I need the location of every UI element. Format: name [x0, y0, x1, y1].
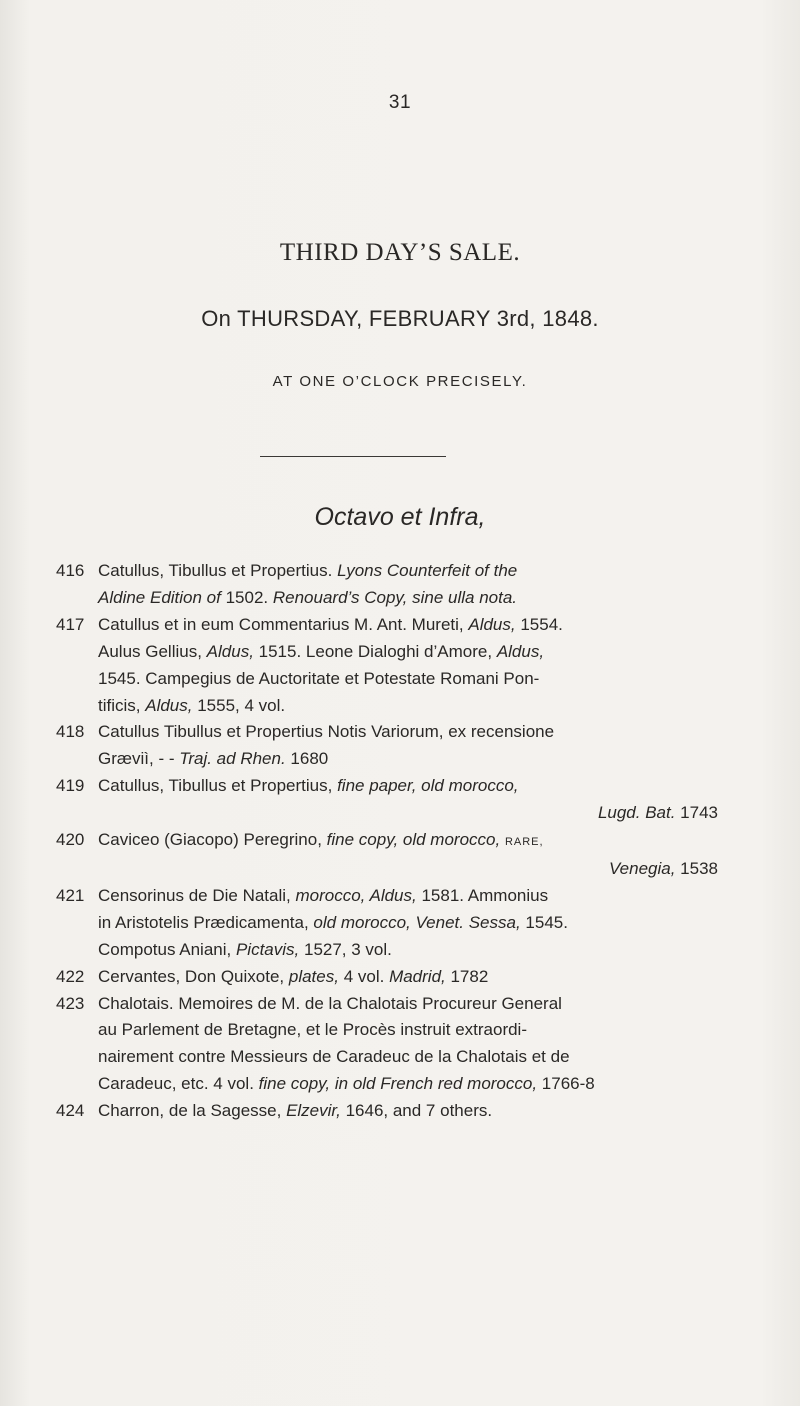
lot-description — [98, 719, 718, 773]
lot-line: nairement contre Messieurs de Caradeuc de la Chalotais et de — [98, 1047, 570, 1067]
lot-line: Censorinus de Die Natali, morocco, Aldus, 1581. Ammonius — [98, 885, 549, 905]
lot-line: Charron, de la Sagesse, Elzevir, 1646, and 7 others. — [98, 1101, 493, 1121]
lot-entry — [0, 719, 800, 773]
lot-number: 418 — [56, 722, 85, 742]
lot-line: au Parlement de Bretagne, et le Procès instruit extraordi- — [98, 1020, 527, 1040]
lot-description — [98, 883, 718, 964]
sale-title: THIRD DAY’S SALE. — [279, 239, 521, 266]
lot-line: Aldine Edition of 1502. Renouard’s Copy, sine ulla nota. — [98, 587, 518, 607]
lot-line: Aulus Gellius, Aldus, 1515. Leone Dialoghi d’Amore, Aldus, — [98, 641, 545, 661]
lot-number: 423 — [56, 993, 85, 1013]
lot-line: Catullus, Tibullus et Propertius, fine paper, old morocco, — [98, 776, 519, 796]
lot-description — [98, 964, 718, 991]
lot-entry — [0, 991, 800, 1099]
sale-time: AT ONE O’CLOCK PRECISELY. — [272, 373, 528, 390]
lot-line: Catullus, Tibullus et Propertius. Lyons Counterfeit of the — [98, 561, 518, 580]
lot-entry — [0, 1098, 800, 1125]
lot-line: 1545. Campegius de Auctoritate et Potestate Romani Pon- — [98, 668, 540, 688]
lot-entry — [0, 883, 800, 964]
lot-line: Catullus et in eum Commentarius M. Ant. Mureti, Aldus, 1554. — [98, 614, 563, 634]
lot-entry — [0, 558, 800, 612]
lot-line: Cervantes, Don Quixote, plates, 4 vol. Madrid, 1782 — [98, 966, 489, 986]
lot-description — [98, 612, 718, 720]
sale-date: On THURSDAY, FEBRUARY 3rd, 1848. — [201, 306, 599, 331]
lot-description — [98, 558, 718, 612]
lot-description — [98, 1098, 718, 1125]
lot-number: 416 — [56, 561, 85, 580]
lot-description — [98, 827, 718, 883]
lot-number: 419 — [56, 776, 85, 796]
lot-entry — [0, 612, 800, 720]
section-heading: Octavo et Infra, — [314, 503, 486, 531]
page-number: 31 — [388, 92, 412, 113]
lot-number: 421 — [56, 885, 85, 905]
lot-line: Catullus Tibullus et Propertius Notis Variorum, ex recensione — [98, 722, 555, 742]
lot-line: Chalotais. Memoires de M. de la Chalotais Procureur General — [98, 993, 562, 1013]
lot-description — [98, 773, 718, 827]
divider-rule — [260, 456, 446, 457]
lot-line: in Aristotelis Prædicamenta, old morocco, Venet. Sessa, 1545. — [98, 912, 568, 932]
lot-line: tificis, Aldus, 1555, 4 vol. — [98, 695, 286, 715]
lot-entry — [0, 773, 800, 827]
lot-number: 422 — [56, 966, 85, 986]
lot-line: Caviceo (Giacopo) Peregrino, fine copy, old morocco, RARE, — [98, 830, 544, 850]
lot-line: Lugd. Bat. 1743 — [597, 803, 718, 823]
lot-description — [98, 991, 718, 1099]
lot-line: Caradeuc, etc. 4 vol. fine copy, in old French red morocco, 1766-8 — [98, 1074, 595, 1094]
lot-line: Compotus Aniani, Pictavis, 1527, 3 vol. — [98, 939, 392, 959]
lot-entry — [0, 827, 800, 883]
lot-entry — [0, 964, 800, 991]
lot-line: Græviì, - - Traj. ad Rhen. 1680 — [98, 749, 329, 769]
lot-line: Venegia, 1538 — [608, 858, 718, 878]
lot-number: 417 — [56, 614, 85, 634]
lot-number: 420 — [56, 830, 85, 850]
lot-list — [0, 558, 800, 1125]
lot-number: 424 — [56, 1101, 85, 1121]
